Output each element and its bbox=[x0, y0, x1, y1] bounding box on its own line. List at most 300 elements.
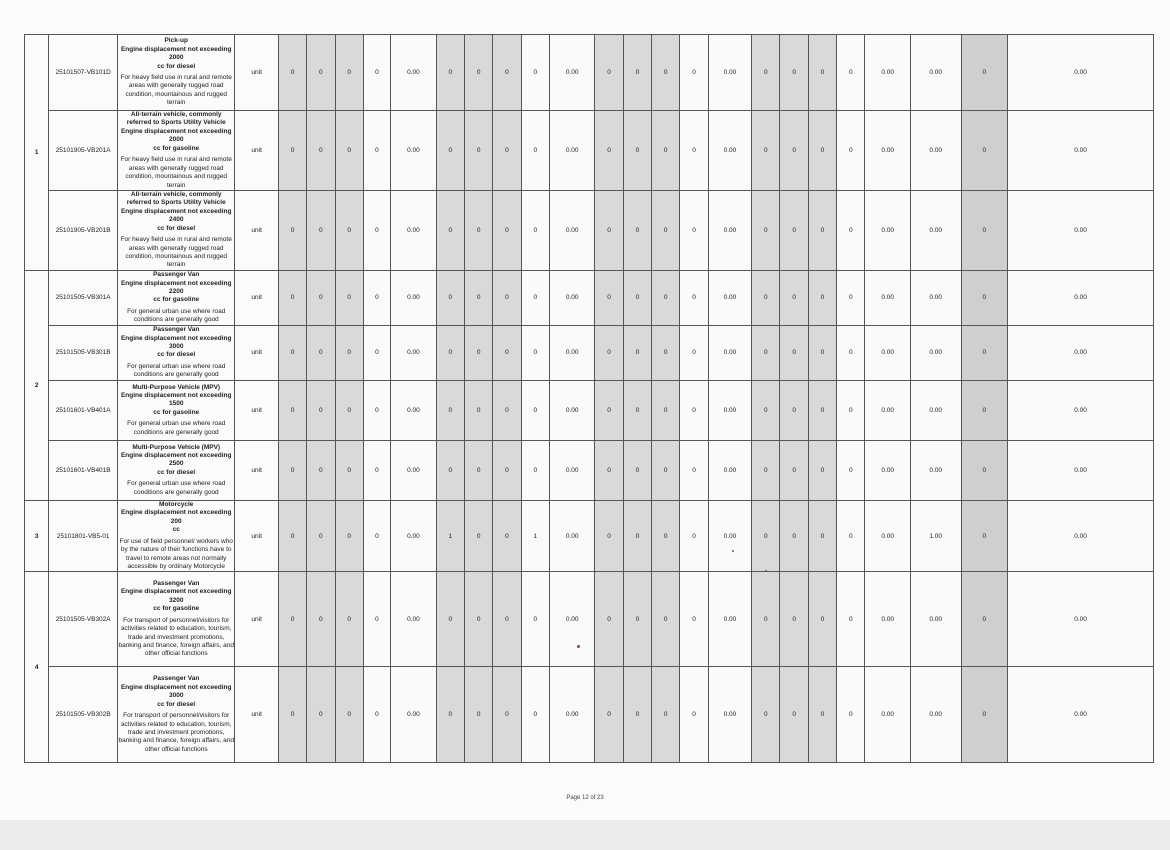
unit-of-measure: unit bbox=[235, 572, 279, 667]
quantity-cell: 0 bbox=[837, 667, 865, 763]
quantity-cell: 0 bbox=[623, 111, 651, 191]
item-code: 25101905-VB201A bbox=[49, 111, 118, 191]
quantity-cell: 0 bbox=[837, 111, 865, 191]
quantity-cell: 0 bbox=[307, 572, 335, 667]
quantity-cell: 0.00 bbox=[708, 380, 752, 440]
total-amount: 0.00 bbox=[1008, 35, 1154, 111]
quantity-cell: 0 bbox=[493, 500, 521, 572]
item-title: Passenger Van bbox=[153, 579, 200, 587]
quantity-cell: 1 bbox=[521, 500, 549, 572]
quantity-cell: 0 bbox=[680, 111, 708, 191]
quantity-cell: 0 bbox=[752, 500, 780, 572]
quantity-cell: 0 bbox=[808, 35, 836, 111]
quantity-cell: 0 bbox=[464, 380, 492, 440]
quantity-cell: 0 bbox=[623, 572, 651, 667]
item-intended-use: For transport of personnel/visitors for activities related to education, tourism, trade and investment promotions, banking and finance, foreign affairs, and other official functions bbox=[118, 616, 234, 658]
table-row bbox=[25, 35, 1154, 111]
quantity-cell: 0 bbox=[961, 667, 1008, 763]
quantity-cell: 0.00 bbox=[865, 270, 911, 325]
quantity-cell: 0 bbox=[623, 270, 651, 325]
quantity-cell: 0.00 bbox=[865, 35, 911, 111]
quantity-cell: 0 bbox=[837, 270, 865, 325]
quantity-cell: 0 bbox=[493, 190, 521, 270]
quantity-cell: 0 bbox=[808, 270, 836, 325]
quantity-cell: 0 bbox=[307, 35, 335, 111]
quantity-cell: 0.00 bbox=[708, 667, 752, 763]
table-row bbox=[25, 572, 1154, 667]
quantity-cell: 0 bbox=[278, 667, 306, 763]
item-spec-line: cc for gasoline bbox=[153, 144, 200, 152]
quantity-cell: 1 bbox=[436, 500, 464, 572]
quantity-cell: 0 bbox=[307, 325, 335, 380]
item-description bbox=[118, 190, 235, 270]
quantity-cell: 0 bbox=[278, 380, 306, 440]
table-row bbox=[25, 190, 1154, 270]
quantity-cell: 0 bbox=[363, 35, 390, 111]
quantity-cell: 0 bbox=[363, 270, 390, 325]
quantity-cell: 0.00 bbox=[549, 35, 595, 111]
unit-of-measure: unit bbox=[235, 380, 279, 440]
quantity-cell: 0 bbox=[521, 111, 549, 191]
quantity-cell: 0 bbox=[493, 325, 521, 380]
total-amount: 0.00 bbox=[1008, 190, 1154, 270]
item-spec-line: Engine displacement not exceeding 3000 bbox=[120, 334, 232, 350]
quantity-cell: 0 bbox=[780, 325, 808, 380]
quantity-cell: 0.00 bbox=[549, 190, 595, 270]
quantity-cell: 0.00 bbox=[391, 667, 437, 763]
quantity-cell: 0 bbox=[808, 380, 836, 440]
quantity-cell: 0 bbox=[464, 325, 492, 380]
quantity-cell: 0 bbox=[652, 500, 680, 572]
quantity-cell: 0 bbox=[808, 190, 836, 270]
quantity-cell: 0 bbox=[363, 440, 390, 500]
quantity-cell: 0 bbox=[808, 325, 836, 380]
item-title: Passenger Van bbox=[153, 271, 200, 279]
quantity-cell: 0 bbox=[436, 572, 464, 667]
quantity-cell: 0 bbox=[961, 270, 1008, 325]
quantity-cell: 0.00 bbox=[865, 325, 911, 380]
quantity-cell: 0 bbox=[521, 325, 549, 380]
item-description bbox=[118, 500, 235, 572]
quantity-cell: 0 bbox=[436, 190, 464, 270]
quantity-cell: 0 bbox=[623, 35, 651, 111]
unit-of-measure: unit bbox=[235, 270, 279, 325]
table-row bbox=[25, 111, 1154, 191]
item-code: 25101507-VB101D bbox=[49, 35, 118, 111]
item-spec-line: cc for gasoline bbox=[153, 408, 200, 416]
item-description bbox=[118, 35, 235, 111]
quantity-cell: 0.00 bbox=[910, 325, 961, 380]
quantity-cell: 0 bbox=[436, 667, 464, 763]
quantity-cell: 0 bbox=[752, 270, 780, 325]
quantity-cell: 0 bbox=[752, 35, 780, 111]
item-title: Passenger Van bbox=[153, 326, 200, 334]
quantity-cell: 0 bbox=[278, 572, 306, 667]
quantity-cell: 0 bbox=[335, 380, 363, 440]
total-amount: 0.00 bbox=[1008, 500, 1154, 572]
scanner-bed-edge bbox=[0, 820, 1170, 850]
quantity-cell: 0 bbox=[680, 380, 708, 440]
quantity-cell: 0 bbox=[623, 380, 651, 440]
group-number: 1 bbox=[25, 35, 49, 271]
quantity-cell: 0.00 bbox=[865, 111, 911, 191]
item-spec-line: Engine displacement not exceeding 3200 bbox=[120, 588, 232, 604]
quantity-cell: 0 bbox=[335, 500, 363, 572]
quantity-cell: 0 bbox=[493, 111, 521, 191]
quantity-cell: 0 bbox=[652, 190, 680, 270]
quantity-cell: 0 bbox=[278, 35, 306, 111]
quantity-cell: 0 bbox=[521, 35, 549, 111]
quantity-cell: 0.00 bbox=[865, 667, 911, 763]
quantity-cell: 0 bbox=[436, 270, 464, 325]
total-amount: 0.00 bbox=[1008, 270, 1154, 325]
quantity-cell: 0.00 bbox=[910, 270, 961, 325]
quantity-cell: 0 bbox=[464, 35, 492, 111]
quantity-cell: 0 bbox=[780, 380, 808, 440]
quantity-cell: 0 bbox=[780, 572, 808, 667]
quantity-cell: 1.00 bbox=[910, 500, 961, 572]
quantity-cell: 0 bbox=[307, 440, 335, 500]
unit-of-measure: unit bbox=[235, 190, 279, 270]
quantity-cell: 0 bbox=[436, 111, 464, 191]
item-code: 25101801-VB5-01 bbox=[49, 500, 118, 572]
quantity-cell: 0 bbox=[961, 500, 1008, 572]
item-spec-line: cc for gasoline bbox=[153, 296, 200, 304]
unit-of-measure: unit bbox=[235, 440, 279, 500]
quantity-cell: 0 bbox=[623, 190, 651, 270]
item-intended-use: For heavy field use in rural and remote areas with generally rugged road condition, mountainous and rugged terrain bbox=[120, 156, 232, 189]
table-row bbox=[25, 440, 1154, 500]
item-spec-line: Engine displacement not exceeding 1500 bbox=[120, 392, 232, 408]
unit-of-measure: unit bbox=[235, 500, 279, 572]
item-code: 25101601-VB401A bbox=[49, 380, 118, 440]
quantity-cell: 0.00 bbox=[910, 35, 961, 111]
quantity-cell: 0 bbox=[961, 190, 1008, 270]
quantity-cell: 0 bbox=[961, 440, 1008, 500]
quantity-cell: 0 bbox=[961, 111, 1008, 191]
quantity-cell: 0 bbox=[335, 572, 363, 667]
scan-speck bbox=[577, 645, 580, 648]
quantity-cell: 0 bbox=[335, 190, 363, 270]
quantity-cell: 0.00 bbox=[549, 440, 595, 500]
item-description bbox=[118, 572, 235, 667]
item-title: Pick-up bbox=[164, 37, 188, 45]
quantity-cell: 0 bbox=[436, 35, 464, 111]
item-intended-use: For general urban use where road conditions are generally good bbox=[127, 480, 226, 496]
table-row bbox=[25, 325, 1154, 380]
quantity-cell: 0 bbox=[623, 440, 651, 500]
quantity-cell: 0 bbox=[780, 270, 808, 325]
quantity-cell: 0 bbox=[595, 380, 623, 440]
quantity-cell: 0 bbox=[780, 667, 808, 763]
quantity-cell: 0 bbox=[652, 667, 680, 763]
scan-speck bbox=[732, 550, 734, 552]
table-row bbox=[25, 380, 1154, 440]
quantity-cell: 0.00 bbox=[708, 325, 752, 380]
quantity-cell: 0 bbox=[278, 500, 306, 572]
quantity-cell: 0 bbox=[307, 380, 335, 440]
item-spec-line: cc bbox=[172, 526, 180, 534]
quantity-cell: 0 bbox=[493, 440, 521, 500]
item-intended-use: For general urban use where road conditions are generally good bbox=[127, 362, 226, 379]
quantity-cell: 0.00 bbox=[910, 440, 961, 500]
quantity-cell: 0 bbox=[652, 440, 680, 500]
group-number: 2 bbox=[25, 270, 49, 500]
quantity-cell: 0.00 bbox=[549, 500, 595, 572]
quantity-cell: 0 bbox=[961, 325, 1008, 380]
quantity-cell: 0 bbox=[278, 190, 306, 270]
quantity-cell: 0.00 bbox=[865, 440, 911, 500]
quantity-cell: 0.00 bbox=[865, 500, 911, 572]
item-code: 25101505-VB301B bbox=[49, 325, 118, 380]
item-spec-line: cc for diesel bbox=[157, 62, 196, 70]
table-row bbox=[25, 270, 1154, 325]
quantity-cell: 0.00 bbox=[549, 270, 595, 325]
item-spec-line: cc for gasoline bbox=[153, 605, 200, 613]
quantity-cell: 0 bbox=[493, 270, 521, 325]
quantity-cell: 0 bbox=[464, 667, 492, 763]
total-amount: 0.00 bbox=[1008, 440, 1154, 500]
item-description bbox=[118, 325, 235, 380]
quantity-cell: 0 bbox=[595, 440, 623, 500]
quantity-cell: 0.00 bbox=[549, 111, 595, 191]
quantity-cell: 0.00 bbox=[910, 667, 961, 763]
total-amount: 0.00 bbox=[1008, 111, 1154, 191]
quantity-cell: 0.00 bbox=[910, 380, 961, 440]
item-title: All-terrain vehicle, commonly referred to Sports Utility Vehicle bbox=[126, 190, 226, 207]
quantity-cell: 0 bbox=[521, 440, 549, 500]
item-spec-line: cc for diesel bbox=[157, 351, 196, 359]
item-spec-line: Engine displacement not exceeding 2200 bbox=[120, 279, 232, 295]
quantity-cell: 0 bbox=[680, 667, 708, 763]
item-title: Multi-Purpose Vehicle (MPV) bbox=[132, 383, 221, 391]
quantity-cell: 0 bbox=[307, 111, 335, 191]
quantity-cell: 0 bbox=[521, 380, 549, 440]
quantity-cell: 0.00 bbox=[549, 667, 595, 763]
item-spec-line: Engine displacement not exceeding 200 bbox=[120, 509, 232, 525]
total-amount: 0.00 bbox=[1008, 380, 1154, 440]
quantity-cell: 0 bbox=[493, 35, 521, 111]
quantity-cell: 0.00 bbox=[910, 572, 961, 667]
quantity-cell: 0 bbox=[493, 667, 521, 763]
quantity-cell: 0 bbox=[335, 270, 363, 325]
quantity-cell: 0.00 bbox=[391, 270, 437, 325]
page-footer: Page 12 of 23 bbox=[566, 795, 604, 801]
item-description bbox=[118, 380, 235, 440]
quantity-cell: 0.00 bbox=[708, 35, 752, 111]
quantity-cell: 0 bbox=[680, 500, 708, 572]
quantity-cell: 0.00 bbox=[391, 111, 437, 191]
quantity-cell: 0 bbox=[493, 380, 521, 440]
item-spec-line: Engine displacement not exceeding 2500 bbox=[120, 452, 232, 468]
group-number: 4 bbox=[25, 572, 49, 763]
quantity-cell: 0 bbox=[780, 500, 808, 572]
quantity-cell: 0.00 bbox=[865, 380, 911, 440]
quantity-cell: 0 bbox=[363, 380, 390, 440]
quantity-cell: 0 bbox=[752, 572, 780, 667]
quantity-cell: 0.00 bbox=[910, 190, 961, 270]
quantity-cell: 0 bbox=[363, 667, 390, 763]
quantity-cell: 0.00 bbox=[391, 500, 437, 572]
quantity-cell: 0 bbox=[680, 325, 708, 380]
total-amount: 0.00 bbox=[1008, 667, 1154, 763]
quantity-cell: 0.00 bbox=[391, 190, 437, 270]
item-code: 25101601-VB401B bbox=[49, 440, 118, 500]
item-code: 25101905-VB201B bbox=[49, 190, 118, 270]
quantity-cell: 0 bbox=[808, 111, 836, 191]
quantity-cell: 0 bbox=[278, 111, 306, 191]
quantity-cell: 0.00 bbox=[391, 572, 437, 667]
item-description bbox=[118, 111, 235, 191]
quantity-cell: 0.00 bbox=[549, 380, 595, 440]
quantity-cell: 0 bbox=[808, 500, 836, 572]
quantity-cell: 0.00 bbox=[708, 270, 752, 325]
quantity-cell: 0 bbox=[652, 380, 680, 440]
quantity-cell: 0 bbox=[595, 270, 623, 325]
quantity-cell: 0 bbox=[623, 667, 651, 763]
quantity-cell: 0 bbox=[752, 380, 780, 440]
quantity-cell: 0 bbox=[652, 325, 680, 380]
quantity-cell: 0.00 bbox=[391, 440, 437, 500]
item-intended-use: For general urban use where road conditions are generally good bbox=[127, 420, 226, 436]
quantity-cell: 0 bbox=[961, 380, 1008, 440]
quantity-cell: 0 bbox=[595, 35, 623, 111]
item-code: 25101505-VB302A bbox=[49, 572, 118, 667]
quantity-cell: 0 bbox=[808, 667, 836, 763]
quantity-cell: 0 bbox=[837, 440, 865, 500]
quantity-cell: 0 bbox=[837, 572, 865, 667]
quantity-cell: 0 bbox=[780, 35, 808, 111]
quantity-cell: 0 bbox=[307, 667, 335, 763]
quantity-cell: 0 bbox=[436, 325, 464, 380]
quantity-cell: 0.00 bbox=[865, 190, 911, 270]
quantity-cell: 0.00 bbox=[708, 111, 752, 191]
quantity-cell: 0 bbox=[595, 667, 623, 763]
total-amount: 0.00 bbox=[1008, 325, 1154, 380]
quantity-cell: 0 bbox=[335, 325, 363, 380]
quantity-cell: 0.00 bbox=[910, 111, 961, 191]
quantity-cell: 0 bbox=[961, 572, 1008, 667]
total-amount: 0.00 bbox=[1008, 572, 1154, 667]
item-spec-line: cc for diesel bbox=[157, 468, 196, 476]
quantity-cell: 0 bbox=[278, 440, 306, 500]
quantity-cell: 0.00 bbox=[549, 325, 595, 380]
quantity-cell: 0 bbox=[595, 190, 623, 270]
item-spec-line: Engine displacement not exceeding 2400 bbox=[120, 207, 232, 224]
quantity-cell: 0 bbox=[780, 111, 808, 191]
procurement-table bbox=[24, 34, 1154, 763]
quantity-cell: 0.00 bbox=[391, 325, 437, 380]
quantity-cell: 0 bbox=[307, 190, 335, 270]
quantity-cell: 0 bbox=[335, 111, 363, 191]
quantity-cell: 0 bbox=[652, 572, 680, 667]
quantity-cell: 0 bbox=[752, 440, 780, 500]
item-title: All-terrain vehicle, commonly referred to Sports Utility Vehicle bbox=[126, 111, 226, 127]
item-title: Passenger Van bbox=[153, 675, 200, 683]
quantity-cell: 0 bbox=[680, 440, 708, 500]
item-intended-use: For general urban use where road conditions are generally good bbox=[127, 307, 226, 324]
quantity-cell: 0 bbox=[961, 35, 1008, 111]
quantity-cell: 0 bbox=[595, 325, 623, 380]
quantity-cell: 0 bbox=[521, 190, 549, 270]
quantity-cell: 0 bbox=[493, 572, 521, 667]
quantity-cell: 0.00 bbox=[391, 380, 437, 440]
quantity-cell: 0 bbox=[363, 500, 390, 572]
quantity-cell: 0 bbox=[837, 500, 865, 572]
quantity-cell: 0 bbox=[464, 440, 492, 500]
item-title: Motorcycle bbox=[159, 500, 194, 508]
item-code: 25101505-VB301A bbox=[49, 270, 118, 325]
quantity-cell: 0 bbox=[464, 572, 492, 667]
quantity-cell: 0 bbox=[837, 380, 865, 440]
item-intended-use: For transport of personnel/visitors for activities related to education, tourism, trade and investment promotions, banking and finance, foreign affairs, and other official functions bbox=[118, 712, 234, 753]
quantity-cell: 0 bbox=[808, 440, 836, 500]
table-row bbox=[25, 500, 1154, 572]
quantity-cell: 0 bbox=[464, 500, 492, 572]
quantity-cell: 0.00 bbox=[708, 190, 752, 270]
quantity-cell: 0 bbox=[307, 500, 335, 572]
quantity-cell: 0 bbox=[363, 190, 390, 270]
item-description bbox=[118, 440, 235, 500]
scan-speck bbox=[765, 570, 767, 572]
quantity-cell: 0 bbox=[780, 190, 808, 270]
quantity-cell: 0 bbox=[363, 325, 390, 380]
quantity-cell: 0 bbox=[652, 111, 680, 191]
quantity-cell: 0 bbox=[363, 572, 390, 667]
item-description bbox=[118, 667, 235, 763]
quantity-cell: 0 bbox=[595, 572, 623, 667]
unit-of-measure: unit bbox=[235, 111, 279, 191]
quantity-cell: 0 bbox=[363, 111, 390, 191]
unit-of-measure: unit bbox=[235, 325, 279, 380]
quantity-cell: 0.00 bbox=[865, 572, 911, 667]
unit-of-measure: unit bbox=[235, 667, 279, 763]
quantity-cell: 0 bbox=[521, 572, 549, 667]
quantity-cell: 0 bbox=[278, 325, 306, 380]
quantity-cell: 0 bbox=[436, 440, 464, 500]
table-row bbox=[25, 667, 1154, 763]
quantity-cell: 0 bbox=[680, 270, 708, 325]
quantity-cell: 0 bbox=[623, 500, 651, 572]
quantity-cell: 0 bbox=[521, 667, 549, 763]
quantity-cell: 0 bbox=[752, 111, 780, 191]
quantity-cell: 0 bbox=[335, 667, 363, 763]
quantity-cell: 0 bbox=[680, 35, 708, 111]
quantity-cell: 0.00 bbox=[708, 440, 752, 500]
item-description bbox=[118, 270, 235, 325]
quantity-cell: 0 bbox=[752, 190, 780, 270]
item-spec-line: Engine displacement not exceeding 2000 bbox=[120, 45, 232, 62]
item-spec-line: cc for diesel bbox=[157, 700, 196, 708]
quantity-cell: 0 bbox=[752, 325, 780, 380]
quantity-cell: 0 bbox=[464, 111, 492, 191]
quantity-cell: 0.00 bbox=[391, 35, 437, 111]
item-intended-use: For heavy field use in rural and remote areas with generally rugged road condition, mountainous and rugged terrain bbox=[120, 236, 232, 269]
item-intended-use: For heavy field use in rural and remote areas with generally rugged road condition, mountainous and rugged terrain bbox=[120, 74, 232, 107]
quantity-cell: 0 bbox=[335, 440, 363, 500]
item-spec-line: cc for diesel bbox=[157, 224, 196, 232]
quantity-cell: 0 bbox=[623, 325, 651, 380]
item-spec-line: Engine displacement not exceeding 2000 bbox=[120, 127, 232, 144]
quantity-cell: 0 bbox=[521, 270, 549, 325]
quantity-cell: 0 bbox=[837, 35, 865, 111]
unit-of-measure: unit bbox=[235, 35, 279, 111]
quantity-cell: 0.00 bbox=[549, 572, 595, 667]
quantity-cell: 0.00 bbox=[708, 572, 752, 667]
item-intended-use: For use of field personnel/ workers who by the nature of their functions have to travel to remote areas not normally accessible by ordinary Motorcycle bbox=[119, 537, 233, 570]
quantity-cell: 0 bbox=[780, 440, 808, 500]
quantity-cell: 0 bbox=[652, 35, 680, 111]
